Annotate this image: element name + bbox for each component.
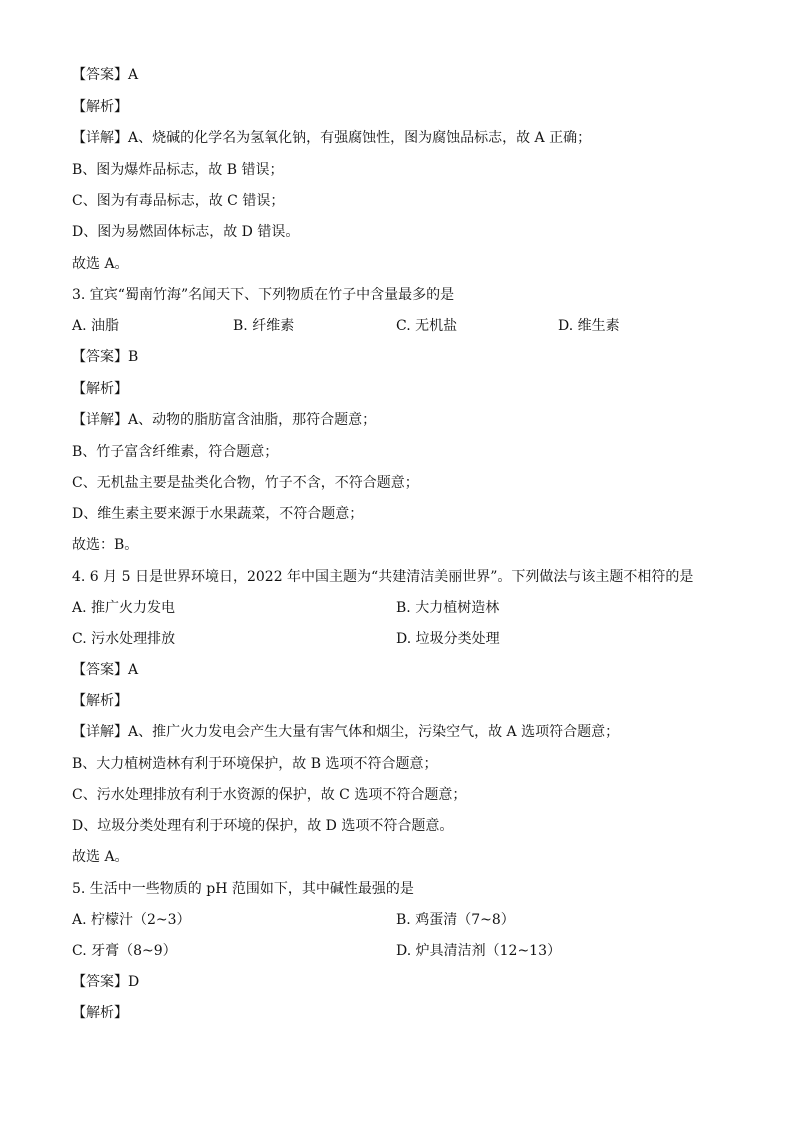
explanation-line: 【详解】A、烧碱的化学名为氢氧化钠，有强腐蚀性，图为腐蚀品标志，故 A 正确； xyxy=(72,130,592,146)
question-3: 3. 宜宾“蜀南竹海”名闻天下、下列物质在竹子中含量最多的是 xyxy=(72,287,455,303)
explanation-line: D、图为易燃固体标志，故 D 错误。 xyxy=(72,224,300,240)
explanation-line: C、无机盐主要是盐类化合物，竹子不含，不符合题意； xyxy=(72,475,419,491)
q5-option-a: A. 柠檬汁（2~3） xyxy=(72,912,191,928)
analysis-label: 【解析】 xyxy=(72,693,128,709)
conclusion-line: 故选：B。 xyxy=(72,537,139,553)
explanation-line: B、大力植树造林有利于环境保护，故 B 选项不符合题意； xyxy=(72,756,438,772)
question-5: 5. 生活中一些物质的 pH 范围如下，其中碱性最强的是 xyxy=(72,881,414,897)
answer-label: 【答案】B xyxy=(72,349,139,365)
q3-option-a: A. 油脂 xyxy=(72,318,120,334)
q5-option-d: D. 炉具清洁剂（12~13） xyxy=(396,943,561,959)
explanation-line: B、竹子富含纤维素，符合题意； xyxy=(72,444,279,460)
q4-option-a: A. 推广火力发电 xyxy=(72,600,176,616)
explanation-line: D、垃圾分类处理有利于环境的保护，故 D 选项不符合题意。 xyxy=(72,818,454,834)
analysis-label: 【解析】 xyxy=(72,381,128,397)
q5-option-b: B. 鸡蛋清（7~8） xyxy=(396,912,515,928)
answer-label: 【答案】D xyxy=(72,974,140,990)
explanation-line: C、污水处理排放有利于水资源的保护，故 C 选项不符合题意； xyxy=(72,787,467,803)
explanation-line: 【详解】A、动物的脂肪富含油脂，那符合题意； xyxy=(72,412,377,428)
question-4: 4. 6 月 5 日是世界环境日，2022 年中国主题为“共建清洁美丽世界”。下列做法与该主题不相符的是 xyxy=(72,569,694,585)
q4-option-b: B. 大力植树造林 xyxy=(396,600,500,616)
q4-option-d: D. 垃圾分类处理 xyxy=(396,631,500,647)
q3-option-d: D. 维生素 xyxy=(558,318,620,334)
explanation-line: B、图为爆炸品标志，故 B 错误； xyxy=(72,162,284,178)
q4-option-c: C. 污水处理排放 xyxy=(72,631,176,647)
q3-option-b: B. 纤维素 xyxy=(233,318,295,334)
analysis-label: 【解析】 xyxy=(72,1005,128,1021)
analysis-label: 【解析】 xyxy=(72,99,128,115)
explanation-line: 【详解】A、推广火力发电会产生大量有害气体和烟尘，污染空气，故 A 选项符合题意； xyxy=(72,724,620,740)
conclusion-line: 故选 A。 xyxy=(72,849,129,865)
q5-option-c: C. 牙膏（8~9） xyxy=(72,943,177,959)
q3-option-c: C. 无机盐 xyxy=(396,318,458,334)
answer-label: 【答案】A xyxy=(72,662,139,678)
conclusion-line: 故选 A。 xyxy=(72,256,129,272)
explanation-line: C、图为有毒品标志，故 C 错误； xyxy=(72,193,285,209)
explanation-line: D、维生素主要来源于水果蔬菜，不符合题意； xyxy=(72,506,364,522)
answer-label: 【答案】A xyxy=(72,67,139,83)
